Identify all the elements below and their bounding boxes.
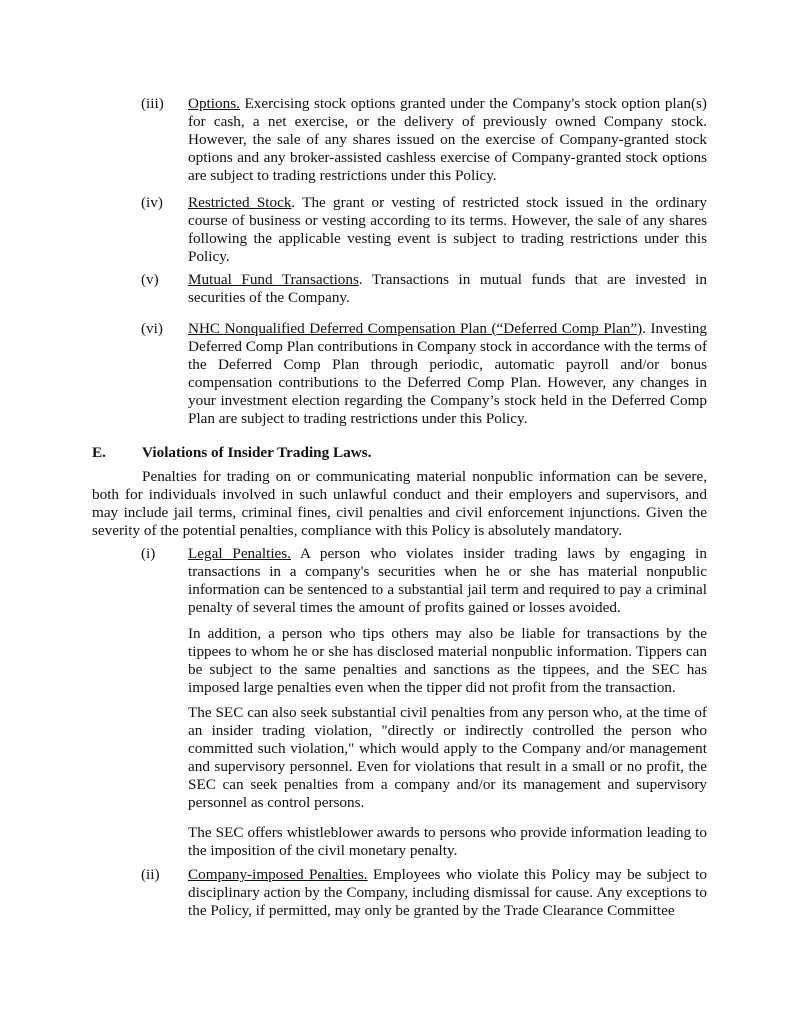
paragraph-tippers: In addition, a person who tips others may also be liable for transactions by the tippees to whom he or she has disclosed material nonpublic information. Tippers can be subject to the same penalties and sanctions as the tippees, and the SEC has imposed large penalties even when the tipper did not profit from the transaction. — [188, 625, 707, 696]
list-item-deferred-comp — [141, 320, 707, 428]
item-heading: Mutual Fund Transactions — [188, 271, 359, 288]
item-number: (iv) — [141, 194, 163, 211]
item-heading: NHC Nonqualified Deferred Compensation Plan (“Deferred Comp Plan”) — [188, 320, 643, 337]
item-heading: Restricted Stock — [188, 194, 292, 211]
paragraph-whistleblower: The SEC offers whistleblower awards to persons who provide information leading to the imposition of the civil monetary penalty. — [188, 824, 707, 859]
paragraph-control-persons: The SEC can also seek substantial civil penalties from any person who, at the time of an insider trading violation, "directly or indirectly controlled the person who committed such violation," which would apply to the Company and/or management and supervisory personnel. Even for violations that result in a small or no profit, the SEC can seek penalties from a company and/or its management and supervisory personnel as control persons. — [188, 704, 707, 811]
item-text: . Transactions in mutual funds that are invested in securities of the Company. — [188, 271, 708, 306]
item-heading: Legal Penalties. — [188, 545, 291, 562]
list-item-company-penalties — [141, 866, 707, 920]
list-item-mutual-fund — [141, 271, 707, 307]
section-heading — [92, 444, 371, 462]
list-item-restricted-stock — [141, 194, 707, 266]
item-number: (vi) — [141, 320, 163, 337]
item-text: . Investing Deferred Comp Plan contributions in Company stock in accordance with the terms of the Deferred Comp Plan through periodic, automatic payroll and/or bonus compensation contributions to the Deferred Comp Plan. However, any changes in your investment election regarding the Company’s stock held in the Deferred Comp Plan are subject to trading restrictions under this Policy. — [188, 320, 707, 427]
item-text: . The grant or vesting of restricted stock issued in the ordinary course of business or vesting according to its terms. However, the sale of any shares following the applicable vesting event is subject to trading restrictions under this Policy. — [188, 194, 707, 265]
item-number: (ii) — [141, 866, 160, 883]
section-intro: Penalties for trading on or communicating material nonpublic information can be severe, both for individuals involved in such unlawful conduct and their employers and supervisors, and may include jail terms, criminal fines, civil penalties and civil enforcement injunctions. Given the severity of the potential penalties, compliance with this Policy is absolutely mandatory. — [92, 468, 707, 539]
item-number: (v) — [141, 271, 159, 288]
item-heading: Company-imposed Penalties. — [188, 866, 368, 883]
item-text: A person who violates insider trading laws by engaging in transactions in a company's securities when he or she has material nonpublic information can be sentenced to a substantial jail term and required to pay a criminal penalty of several times the amount of profits gained or losses avoided. — [188, 545, 707, 616]
section-title: Violations of Insider Trading Laws. — [142, 444, 372, 461]
list-item-legal-penalties — [141, 545, 707, 617]
item-text: Employees who violate this Policy may be subject to disciplinary action by the Company, including dismissal for cause. Any exceptions to the Policy, if permitted, may only be granted by the Trade Clearance Committee — [188, 866, 707, 919]
list-item-options — [141, 95, 707, 185]
item-number: (i) — [141, 545, 156, 562]
item-text: Exercising stock options granted under the Company's stock option plan(s) for cash, a net exercise, or the delivery of previously owned Company stock. However, the sale of any shares issued on the exercise of Company-granted stock options and any broker-assisted cashless exercise of Company-granted stock options are subject to trading restrictions under this Policy. — [188, 95, 707, 184]
item-heading: Options. — [188, 95, 240, 112]
section-number: E. — [92, 444, 106, 461]
item-number: (iii) — [141, 95, 164, 112]
